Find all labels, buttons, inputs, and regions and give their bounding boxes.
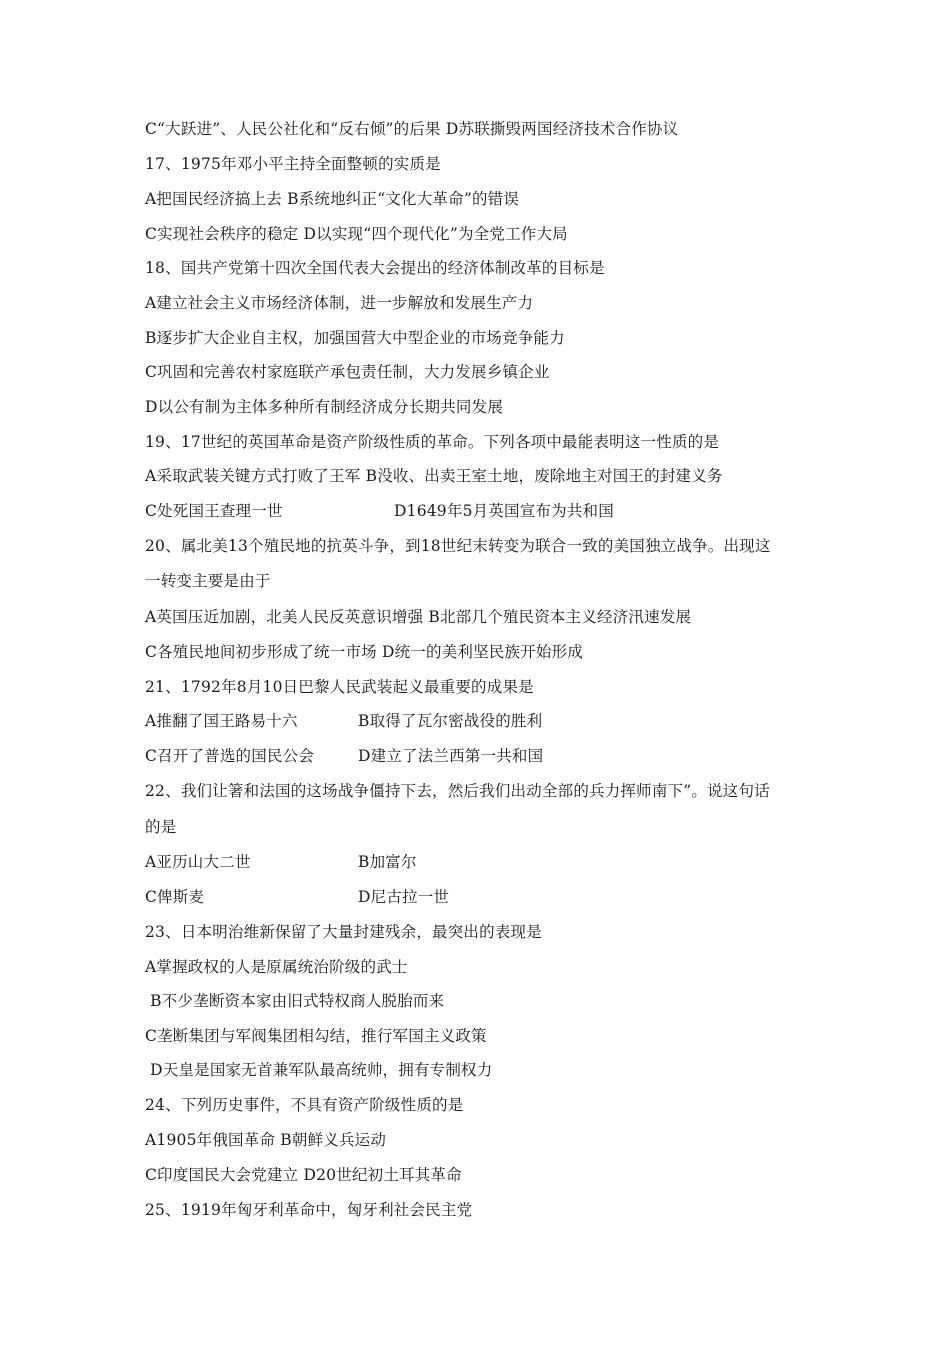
text-line: A把国民经济搞上去 B系统地纠正“文化大革命”的错误 [145, 190, 520, 208]
question-19: 19、17世纪的英国革命是资产阶级性质的革命。下列各项中最能表明这一性质的是 [145, 433, 720, 451]
question-20: 20、属北美13个殖民地的抗英斗争，到18世纪末转变为联合一致的美国独立战争。出现这 [145, 537, 771, 555]
text-line: A1905年俄国革命 B朝鲜义兵运动 [145, 1131, 387, 1149]
question-18: 18、国共产党第十四次全国代表大会提出的经济体制改革的目标是 [145, 259, 605, 277]
text-line: C俾斯麦 [145, 888, 205, 906]
text-line: A亚历山大二世 [145, 853, 251, 871]
text-line: 一转变主要是由于 [145, 572, 271, 590]
text-line: C印度国民大会党建立 D20世纪初土耳其革命 [145, 1166, 462, 1184]
text-line: B取得了瓦尔密战役的胜利 [358, 712, 543, 730]
question-23: 23、日本明治维新保留了大量封建残余，最突出的表现是 [145, 923, 542, 941]
text-line: C处死国王查理一世 [145, 502, 283, 520]
question-17: 17、1975年邓小平主持全面整顿的实质是 [145, 155, 441, 173]
text-line: D以公有制为主体多种所有制经济成分长期共同发展 [145, 398, 504, 416]
text-line: C巩固和完善农村家庭联产承包责任制，大力发展乡镇企业 [145, 363, 550, 381]
text-line: C垄断集团与军阀集团相勾结，推行军国主义政策 [145, 1027, 487, 1045]
question-24: 24、下列历史事件，不具有资产阶级性质的是 [145, 1096, 464, 1114]
text-line: C实现社会秩序的稳定 D以实现“四个现代化”为全党工作大局 [145, 225, 568, 243]
text-line: A建立社会主义市场经济体制，进一步解放和发展生产力 [145, 294, 534, 312]
text-line: D建立了法兰西第一共和国 [358, 747, 544, 765]
text-line: B逐步扩大企业自主权，加强国营大中型企业的市场竞争能力 [145, 329, 565, 347]
text-line: C“大跃进”、人民公社化和“反右倾”的后果 D苏联撕毁两国经济技术合作协议 [145, 120, 679, 138]
text-line: D尼古拉一世 [358, 888, 450, 906]
text-line: B不少垄断资本家由旧式特权商人脱胎而来 [145, 992, 445, 1010]
text-line: D天皇是国家无首兼军队最高统帅，拥有专制权力 [145, 1061, 493, 1079]
question-21: 21、1792年8月10日巴黎人民武装起义最重要的成果是 [145, 678, 534, 696]
text-line: D1649年5月英国宣布为共和国 [394, 502, 614, 520]
text-line: A推翻了国王路易十六 [145, 712, 298, 730]
text-line: 的是 [145, 818, 177, 836]
text-line: A掌握政权的人是原属统治阶级的武士 [145, 958, 408, 976]
text-line: B加富尔 [358, 853, 417, 871]
text-line: C召开了普选的国民公会 [145, 747, 315, 765]
text-line: A采取武装关键方式打败了王军 B没收、出卖王室土地，废除地主对国王的封建义务 [145, 467, 723, 485]
text-line: A英国压近加剧，北美人民反英意识增强 B北部几个殖民资本主义经济汛速发展 [145, 608, 692, 626]
question-25: 25、1919年匈牙利革命中，匈牙利社会民主党 [145, 1201, 473, 1219]
question-22: 22、我们让箸和法国的这场战争僵持下去，然后我们出动全部的兵力挥师南下”。说这句话 [145, 782, 770, 800]
text-line: C各殖民地间初步形成了统一市场 D统一的美利坚民族开始形成 [145, 643, 584, 661]
